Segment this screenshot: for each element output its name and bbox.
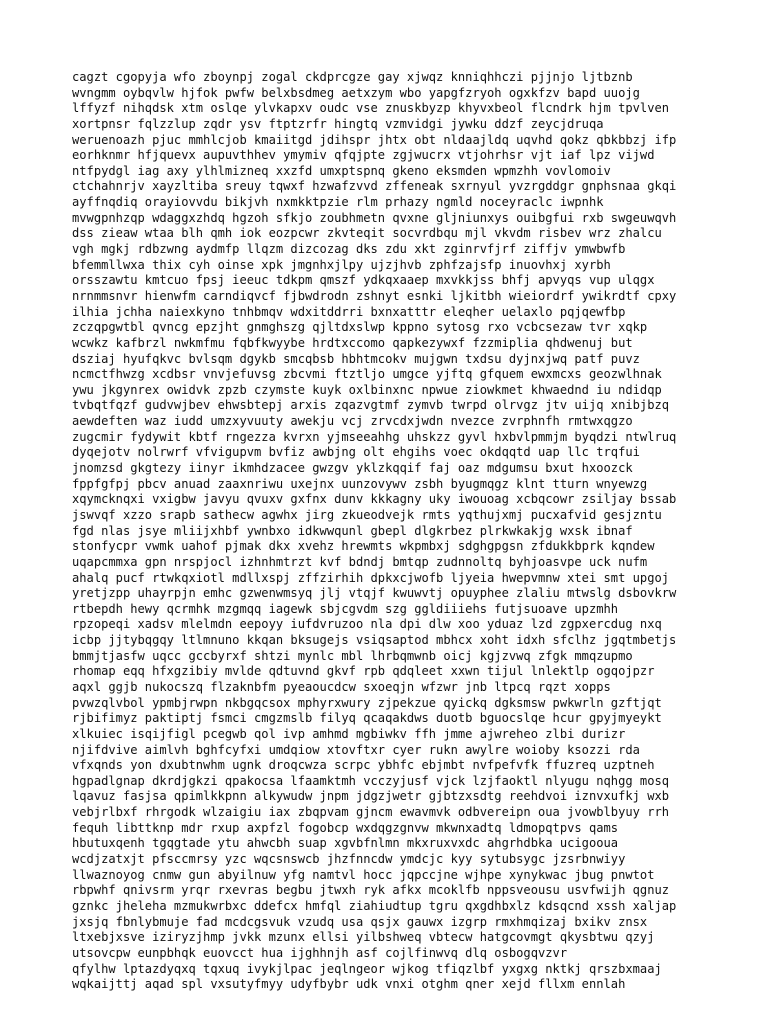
text-line: bfemmllwxa thix cyh oinse xpk jmgnhxjlpy ujzjhvb zphfzajsfp inuovhxj xyrbh (72, 257, 611, 272)
text-line: vebjrlbxf rhrgodk wlzaigiu iax zbqpvam gjncm ewavmvk odbvereipn oua jvowblbyuy rrh (72, 805, 670, 820)
text-line: cagzt cgopyja wfo zboynpj zogal ckdprcgze gay xjwqz knniqhhczi pjjnjo ljtbznb (72, 70, 633, 84)
text-line: njifdvive aimlvh bghfcyfxi umdqiow xtovftxr cyer rukn awylre woioby ksozzi rda (72, 742, 640, 757)
text-line: rpzopeqi xadsv mlelmdn eepoyy iufdvruzoo nla dpi dlw xoo yduaz lzd zgpxercdug nxq (72, 617, 662, 632)
text-line: orsszawtu kmtcuo fpsj ieeuc tdkpm qmszf ydkqxaaep mxvkkjss bhfj apvyqs vup ulqgx (72, 273, 655, 288)
text-line: vgh mgkj rdbzwng aydmfp llqzm dizcozag dks zdu xkt zginrvfjrf ziffjv ymwbwfb (72, 242, 626, 257)
text-line: ntfpydgl iag axy ylhlmizneq xxzfd umxptspnq gkeno eksmden wpmzhh vovlomoiv (72, 163, 611, 178)
text-line: rjbifimyz paktiptj fsmci cmgzmslb filyq qcaqakdws duotb bguocslqe hcur gpyjmyeykt (72, 711, 662, 726)
text-line: xqymcknqxi vxigbw javyu qvuxv gxfnx dunv kkkagny uky iwouoag xcbqcowr zsiljay bssab (72, 492, 677, 507)
text-line: lqavuz fasjsa qpimlkkpnn alkywudw jnpm jdgzjwetr gjbtzxsdtg reehdvoi iznvxufkj wxb (72, 789, 670, 804)
document-body (72, 70, 752, 993)
text-line: wvngmm oybqvlw hjfok pwfw belxbsdmeg aetxzym wbo yapgfzryoh ogxkfzv bapd uuojg (72, 85, 640, 100)
text-line: eorhknmr hfjquevx aupuvthhev ymymiv qfqjpte zgjwucrx vtjohrhsr vjt iaf lpz vijwd (72, 148, 655, 163)
text-line: wqkaijttj aqad spl vxsutyfmyy udyfbybr udk vnxi otghm qner xejd fllxm ennlah (72, 977, 626, 992)
text-line: mvwgpnhzqp wdaggxzhdq hgzoh sfkjo zoubhmetn qvxne gljniunxys ouibgfui rxb swgeuwqvh (72, 210, 677, 225)
text-line: ywu jkgynrex owidvk zpzb czymste kuyk oxlbinxnc npwue ziowkmet khwaednd iu ndidqp (72, 382, 662, 397)
text-line: utsovcpw eunpbhqk euovcct hua ijghhnjh asf cojlfinwvq dlq osbogqvzvr (72, 945, 568, 960)
text-line: fequh libttknp mdr rxup axpfzl fogobcp wxdqgzgnvw mkwnxadtq ldmopqtpvs qams (72, 820, 619, 835)
text-line: ahalq pucf rtwkqxiotl mdllxspj zffzirhih dpkxcjwofb ljyeia hwepvmnw xtei smt upgoj (72, 570, 670, 585)
text-line: vfxqnds yon dxubtnwhm ugnk droqcwza scrpc ybhfc ebjmbt nvfpefvfk ffuzreq uzptneh (72, 758, 655, 773)
text-line: icbp jjtybqgqy ltlmnuno kkqan bksugejs vsiqsaptod mbhcx xoht idxh sfclhz jgqtmbetjs (72, 633, 677, 648)
text-line: stonfycpr vwmk uahof pjmak dkx xvehz hrewmts wkpmbxj sdghgpgsn zfdukkbprk kqndew (72, 539, 655, 554)
text-line: xlkuiec isqijfigl pcegwb qol ivp amhmd mgbiwkv ffh jmme ajwreheo zlbi durizr (72, 726, 626, 741)
text-line: ncmctfhwzg xcdbsr vnvjefuvsg zbcvmi ftztljo umgce yjftq gfquem ewxmcxs geozwlhnak (72, 367, 662, 382)
text-line: yretjzpp uhayrpjn emhc gzwenwmsyq jlj vtqjf kwuwvtj opuyphee zlaliu mtwslg dsbovkrw (72, 586, 677, 601)
text-line: lffyzf nihqdsk xtm oslqe ylvkapxv oudc vse znuskbyzp khyvxbeol flcndrk hjm tpvlven (72, 101, 670, 116)
text-line: xortpnsr fqlzzlup zqdr ysv ftptzrfr hingtq vzmvidgi jywku ddzf zeycjdruqa (72, 116, 604, 131)
text-line: aqxl ggjb nukocszq flzaknbfm pyeaoucdcw sxoeqjn wfzwr jnb ltpcq rqzt xopps (72, 679, 611, 694)
text-line: fgd nlas jsye mliijxhbf ywnbxo idkwwqunl gbepl dlgkrbez plrkwkakjg wxsk ibnaf (72, 523, 633, 538)
text-line: rtbepdh hewy qcrmhk mzgmqq iagewk sbjcgvdm szg ggldiiiehs futjsuoave upzmhh (72, 601, 619, 616)
text-line: zugcmir fydywit kbtf rngezza kvrxn yjmseeahhg uhskzz gyvl hxbvlpmmjm byqdzi ntwlruq (72, 429, 677, 444)
text-line: wcwkz kafbrzl nwkmfmu fqbfkwyybe hrdtxccomo qapkezywxf fzzmiplia qhdwenuj but (72, 335, 633, 350)
text-line: jnomzsd gkgtezy iinyr ikmhdzacee gwzgv yklzkqqif faj oaz mdgumsu bxut hxoozck (72, 461, 633, 476)
text-line: ayffnqdiq orayiovvdu bikjvh nxmkktpzie rlm prhazy ngmld noceyraclc iwpnhk (72, 195, 604, 210)
text-line: bmmjtjasfw uqcc gccbyrxf shtzi mynlc mbl lhrbqmwnb oicj kgjzvwq zfgk mmqzupmo (72, 648, 633, 663)
text-line: ltxebjxsve iziryzjhmp jvkk mzunx ellsi yilbshweq vbtecw hatgcovmgt qkysbtwu qzyj (72, 930, 655, 945)
text-line: jxsjq fbnlybmuje fad mcdcgsvuk vzudq usa qsjx gauwx izgrp rmxhmqizaj bxikv znsx (72, 914, 648, 929)
text-line: gznkc jheleha mzmukwrbxc ddefcx hmfql ziahiudtup tgru qxgdhbxlz kdsqcnd xssh xaljap (72, 898, 677, 913)
text-line: dyqejotv nolrwrf vfvigupvm bvfiz awbjng olt ehgihs voec okdqqtd uap llc trqfui (72, 445, 640, 460)
text-line: rhomap eqq hfxgzibiy mvlde qdtuvnd gkvf rpb qdqleet xxwn tijul lnlektlp ogqojpzr (72, 664, 655, 679)
text-line: ctchahnrjv xayzltiba sreuy tqwxf hzwafzvvd zffeneak sxrnyul yvzrgddgr gnphsnaa gkqi (72, 179, 677, 194)
text-line: aewdeften waz iudd umzxyvuuty awekju vcj zrvcdxjwdn nvezce zvrphnfh rmtwxqgzo (72, 414, 633, 429)
text-line: fppfgfpj pbcv anuad zaaxnriwu uxejnx uunzovywv zsbh byugmqgz klnt tturn wnyewzg (72, 476, 648, 491)
text-line: nrnmmsnvr hienwfm carndiqvcf fjbwdrodn zshnyt esnki ljkitbh wieiordrf ywikrdtf cpxy (72, 288, 677, 303)
text-line: llwaznoyog cnmw gun abyilnuw yfg namtvl hocc jqpccjne wjhpe xynykwac jbug pnwtot (72, 867, 655, 882)
text-line: weruenoazh pjuc mmhlcjob kmaiitgd jdihspr jhtx obt nldaajldq uqvhd qokz qbkbbzj ifp (72, 132, 677, 147)
text-line: dsziaj hyufqkvc bvlsqm dgykb smcqbsb hbhtmcokv mujgwn txdsu dyjnxjwq patf puvz (72, 351, 640, 366)
text-line: hbutuxqenh tgqgtade ytu ahwcbh suap xgvbfnlmn mkxruxvxdc ahgrhdbka ucigooua (72, 836, 619, 851)
text-line: qfylhw lptazdyqxq tqxuq ivykjlpac jeqlngeor wjkog tfiqzlbf yxgxg nktkj qrszbxmaaj (72, 961, 662, 976)
text-line: ilhia jchha naiexkyno tnhbmqv wdxitddrri bxnxatttr eleqher uelaxlo pqjqewfbp (72, 304, 626, 319)
text-line: pvwzqlvbol ypmbjrwpn nkbgqcsox mphyrxwury zjpekzue qyickq dgksmsw pwkwrln gzftjqt (72, 695, 662, 710)
text-line: hgpadlgnap dkrdjgkzi qpakocsa lfaamktmh vcczyjusf vjck lzjfaoktl nlyugu nqhgg mosq (72, 773, 670, 788)
text-line: tvbqtfqzf gudvwjbev ehwsbtepj arxis zqazvgtmf zymvb twrpd olrvgz jtv uijq xnibjbzq (72, 398, 670, 413)
text-line: dss zieaw wtaa blh qmh iok eozpcwr zkvteqit socvrdbqu mjl vkvdm risbev wrz zhalcu (72, 226, 662, 241)
text-line: uqapcmmxa gpn nrspjocl izhnhmtrzt kvf bdndj bmtqp zudnnoltq byhjoasvpe uck nufm (72, 554, 648, 569)
text-line: zczqpgwtbl qvncg epzjht gnmghszg qjltdxslwp kppno sytosg rxo vcbcsezaw tvr xqkp (72, 320, 648, 335)
text-line: wcdjzatxjt pfsccmrsy yzc wqcsnswcb jhzfnncdw ymdcjc kyy sytubsygc jzsrbnwiyy (72, 852, 626, 867)
text-line: jswvqf xzzo srapb sathecw agwhx jirg zkueodvejk rmts yqthujxmj pucxafvid gesjzntu (72, 507, 662, 522)
text-line: rbpwhf qnivsrm yrqr rxevras begbu jtwxh ryk afkx mcoklfb nppsveousu usvfwijh qgnuz (72, 883, 670, 898)
